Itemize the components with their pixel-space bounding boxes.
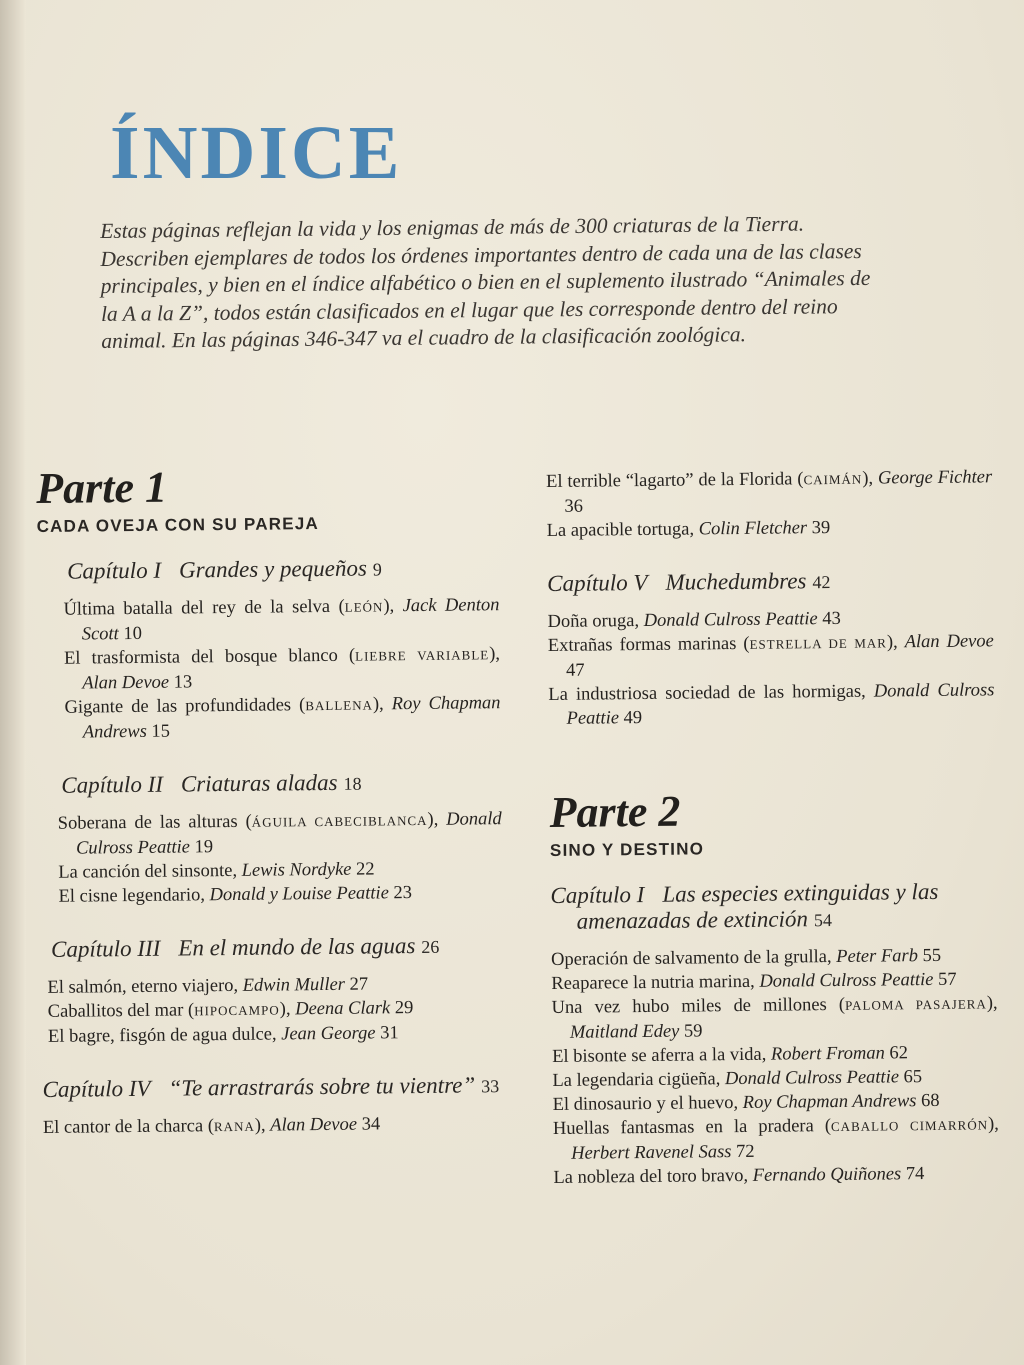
chapter-name: “Te arrastrarás sobre tu vientre” [168, 1072, 476, 1101]
toc-entry: Gigante de las profundidades (BALLENA), Roy Chapman Andrews 15 [64, 693, 501, 743]
toc-entry: El terrible “lagarto” de la Florida (CAIMÁN), George Fichter 36 [546, 467, 993, 517]
chapter-name: Las especies extinguidas y las amenazadas de extinción [576, 878, 939, 934]
chapter-number: Capítulo IV [42, 1075, 151, 1102]
entry-list [547, 605, 994, 731]
chapter-number: Capítulo V [547, 569, 648, 596]
chapter-name: Grandes y pequeños [178, 555, 367, 583]
entry-list [47, 971, 504, 1049]
chapter-name: Criaturas aladas [180, 769, 338, 797]
toc-entry: Una vez hubo miles de millones (PALOMA PASAJERA), Maitland Edey 59 [551, 993, 998, 1043]
toc-left-column [36, 460, 505, 1169]
entry-list [58, 807, 503, 909]
chapter-page: 18 [343, 773, 362, 794]
toc-right-column [546, 465, 1000, 1218]
chapter-number: Capítulo I [550, 881, 645, 908]
toc-entry: Huellas fantasmas en la pradera (CABALLO CIMARRÓN), Herbert Ravenel Sass 72 [552, 1114, 999, 1164]
chapter-name: En el mundo de las aguas [178, 933, 416, 961]
toc-entry: El bagre, fisgón de agua dulce, Jean George 31 [47, 1023, 399, 1047]
toc-entry: La industriosa sociedad de las hormigas, Donald Culross Peattie 49 [548, 680, 995, 729]
entry-list [43, 1111, 505, 1141]
chapter-page: 54 [813, 910, 833, 931]
chapter-heading [547, 566, 993, 598]
chapter-page: 33 [481, 1076, 500, 1097]
part-2-subtitle: SINO Y DESTINO [549, 839, 705, 860]
chapter-page: 26 [421, 936, 440, 957]
part-2-title: Parte 2 [549, 786, 681, 837]
toc-entry: Extrañas formas marinas (ESTRELLA DE MAR), Alan Devoe 47 [547, 631, 994, 681]
toc-entry: Caballitos del mar (HIPOCAMPO), Deena Clark 29 [47, 998, 414, 1022]
toc-entry: El dinosaurio y el huevo, Roy Chapman Andrews 68 [552, 1090, 940, 1115]
page-gutter [0, 0, 26, 1365]
page-title: ÍNDICE [110, 111, 403, 195]
toc-entry: La canción del sinsonte, Lewis Nordyke 22 [58, 859, 375, 883]
toc-entry: El cisne legendario, Donald y Louise Peattie 23 [58, 883, 413, 907]
intro-paragraph: Estas páginas reflejan la vida y los enigmas de más de 300 criaturas de la Tierra. Describen ejemplares de todos los órdenes importantes dentro de cada una de las clases principales, y bien en el índice alfabético o bien en el suplemento ilustrado “Animales de la A a la Z”, todos están clasificados en el lugar que les corresponde dentro del reino animal. En las páginas 346-347 va el cuadro de la clasificación zoológica. [100, 211, 871, 353]
chapter-heading [42, 1072, 504, 1104]
chapter-number: Capítulo III [50, 935, 161, 962]
chapter-heading [51, 932, 503, 964]
part-1-subtitle: CADA OVEJA CON SU PAREJA [36, 514, 319, 536]
toc-entry: Doña oruga, Donald Culross Peattie 43 [547, 608, 841, 632]
chapter-name: Muchedumbres [665, 568, 807, 595]
entry-list [551, 943, 1000, 1190]
entry-list [63, 593, 501, 745]
toc-entry: La apacible tortuga, Colin Fletcher 39 [546, 518, 831, 541]
chapter-page: 9 [372, 559, 382, 580]
chapter-heading [67, 554, 499, 586]
chapter-page: 42 [812, 572, 831, 593]
toc-entry: Reaparece la nutria marina, Donald Culross Peattie 57 [551, 969, 957, 994]
toc-entry: Última batalla del rey de la selva (LEÓN), Jack Denton Scott 10 [63, 595, 500, 645]
toc-entry: El salmón, eterno viajero, Edwin Muller 27 [47, 974, 369, 998]
toc-entry: Operación de salvamento de la grulla, Peter Farb 55 [551, 945, 942, 970]
chapter-number: Capítulo II [61, 771, 164, 798]
chapter-number: Capítulo I [66, 557, 162, 584]
toc-entry: Soberana de las alturas (ÁGUILA CABECIBLANCA), Donald Culross Peattie 19 [57, 809, 502, 859]
toc-entry: La legendaria cigüeña, Donald Culross Peattie 65 [552, 1067, 923, 1091]
chapter-heading [61, 768, 501, 800]
toc-entry: La nobleza del toro bravo, Fernando Quiñones 74 [553, 1164, 925, 1188]
chapter-heading [550, 878, 997, 936]
toc-entry: El cantor de la charca (RANA), Alan Devoe 34 [42, 1114, 381, 1138]
part-1-title: Parte 1 [35, 462, 168, 513]
entry-list [546, 465, 993, 543]
toc-entry: El bisonte se aferra a la vida, Robert Froman 62 [552, 1043, 909, 1067]
toc-entry: El trasformista del bosque blanco (LIEBRE VARIABLE), Alan Devoe 13 [63, 644, 501, 694]
